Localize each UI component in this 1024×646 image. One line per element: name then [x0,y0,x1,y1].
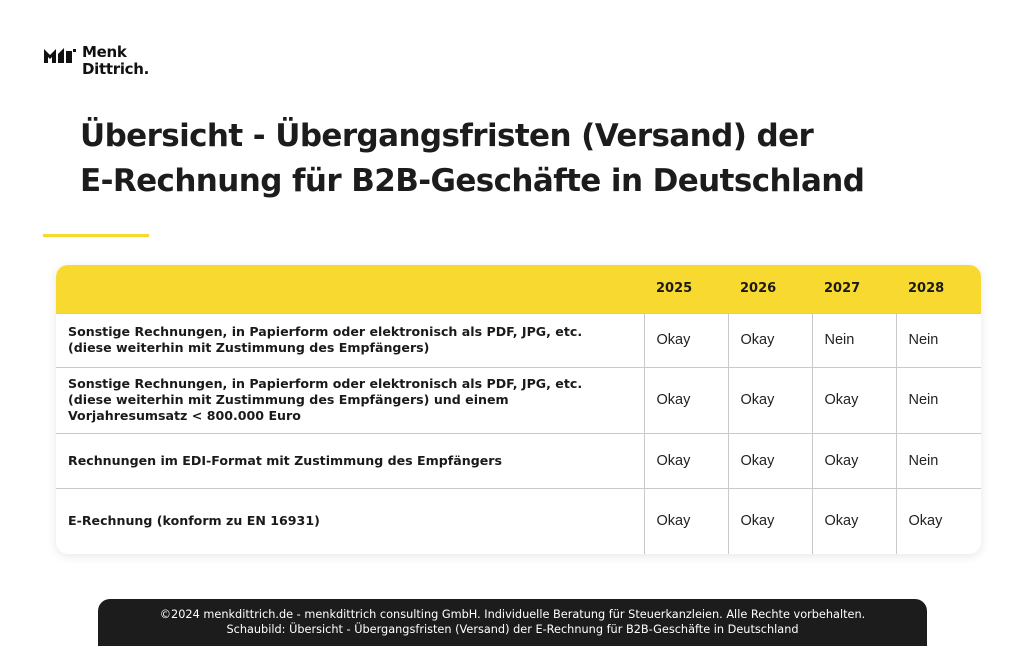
cell-value: Okay [644,313,728,367]
header-label-column [56,265,644,313]
brand-logo [44,44,149,78]
cell-value: Okay [896,488,981,554]
table-header-row [56,265,981,313]
cell-value: Okay [644,433,728,488]
cell-value: Okay [728,433,812,488]
cell-value: Okay [728,488,812,554]
cell-value: Okay [812,433,896,488]
table-row [56,488,981,554]
cell-value: Okay [812,488,896,554]
header-year-2025: 2025 [656,281,693,297]
brand-line-1: Menk [82,43,127,61]
header-year-2028: 2028 [908,281,945,297]
title-line-1: Übersicht - Übergangsfristen (Versand) der [80,118,814,154]
table-row [56,433,981,488]
footer-copyright-line: ©2024 menkdittrich.de - menkdittrich consulting GmbH. Individuelle Beratung für Steuerkanzleien. Alle Rechte vorbehalten. [159,608,866,621]
title-line-2: E-Rechnung für B2B-Geschäfte in Deutschland [80,163,865,199]
transition-table-card [56,265,981,554]
row-label: Sonstige Rechnungen, in Papierform oder elektronisch als PDF, JPG, etc. (diese weiterhin mit Zustimmung des Empfängers) [56,313,644,367]
header-year-2026: 2026 [740,281,777,297]
cell-value: Nein [896,433,981,488]
table-row [56,313,981,367]
brand-line-2: Dittrich. [82,60,150,78]
page-title [80,114,980,204]
footer-caption-line: Schaubild: Übersicht - Übergangsfristen (Versand) der E-Rechnung für B2B-Geschäfte in Deutschland [226,623,799,636]
transition-table [56,265,981,554]
cell-value: Okay [812,367,896,433]
row-label: Rechnungen im EDI-Format mit Zustimmung des Empfängers [56,433,644,488]
cell-value: Nein [896,367,981,433]
cell-value: Nein [896,313,981,367]
cell-value: Okay [644,488,728,554]
copyright-footer [98,599,927,646]
cell-value: Nein [812,313,896,367]
row-label: E-Rechnung (konform zu EN 16931) [56,488,644,554]
brand-wordmark [82,44,149,78]
cell-value: Okay [728,367,812,433]
row-label: Sonstige Rechnungen, in Papierform oder elektronisch als PDF, JPG, etc. (diese weiterhin mit Zustimmung des Empfängers) und einem Vorjahresumsatz < 800.000 Euro [56,367,644,433]
header-year-2027: 2027 [824,281,861,297]
cell-value: Okay [728,313,812,367]
logo-mark-icon [44,47,76,63]
title-accent-divider [43,234,149,237]
cell-value: Okay [644,367,728,433]
table-row [56,367,981,433]
